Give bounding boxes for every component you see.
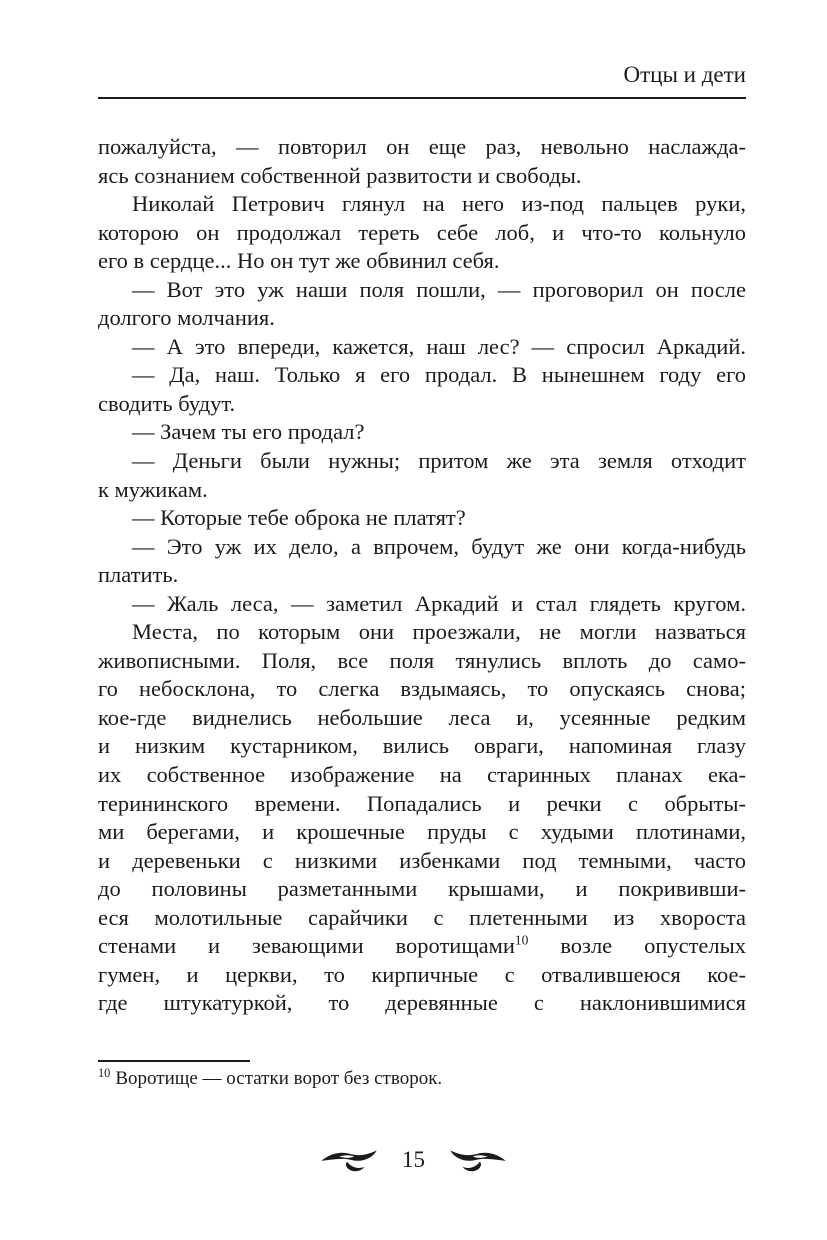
body-text (98, 133, 746, 1018)
body-line: — Зачем ты его продал? (132, 419, 365, 445)
body-line-segment: возле опустелых (528, 933, 747, 959)
body-line: — Которые тебе оброка не платят? (132, 505, 466, 531)
body-line: терининского времени. Попадались и речки с обрыты- (98, 790, 746, 816)
body-line-segment: стенами и зевающими воротищами (98, 933, 515, 959)
body-line: к мужикам. (98, 476, 208, 502)
running-header-title: Отцы и дети (623, 62, 746, 87)
body-line: — Деньги были нужны; притом же эта земля отходит (132, 448, 746, 474)
body-line: — Жаль леса, — заметил Аркадий и стал глядеть кругом. (132, 590, 746, 616)
body-line: их собственное изображение на старинных планах ека- (98, 762, 746, 788)
body-line: его в сердце... Но он тут же обвинил себя. (98, 248, 500, 274)
footnote-text: Воротище — остатки ворот без створок. (115, 1068, 443, 1089)
swash-flourish-left-icon (320, 1147, 378, 1173)
body-line: — Вот это уж наши поля пошли, — проговорил он после (132, 276, 746, 302)
footnote-rule (98, 1060, 250, 1062)
footnote (98, 1060, 746, 1091)
body-line: ми берегами, и крошечные пруды с худыми плотинами, (98, 819, 746, 845)
body-line: живописными. Поля, все поля тянулись вплоть до само- (98, 647, 746, 673)
header-rule (98, 97, 746, 99)
body-line: где штукатуркой, то деревянные с наклонившимися (98, 990, 746, 1016)
body-line: Места, по которым они проезжали, не могли назваться (132, 619, 746, 645)
swash-flourish-right-icon (449, 1147, 507, 1173)
body-line: — А это впереди, кажется, наш лес? — спросил Аркадий. (132, 333, 746, 359)
body-line: еся молотильные сарайчики с плетенными из хвороста (98, 904, 746, 930)
body-line: и низким кустарником, вились овраги, напоминая глазу (98, 733, 746, 759)
body-line: которою он продолжал тереть себе лоб, и что-то кольнуло (98, 219, 746, 245)
body-line (98, 932, 746, 961)
body-line: и деревеньки с низкими избенками под темными, часто (98, 847, 746, 873)
body-line: го небосклона, то слегка вздымаясь, то опускаясь снова; (98, 676, 746, 702)
body-line: — Это уж их дело, а впрочем, будут же они когда-нибудь (132, 533, 746, 559)
body-line: Николай Петрович глянул на него из-под пальцев руки, (132, 191, 746, 217)
body-line: долгого молчания. (98, 305, 275, 331)
body-line: гумен, и церкви, то кирпичные с отвалившеюся кое- (98, 961, 746, 987)
page-footer (0, 1146, 827, 1174)
footnote-reference: 10 (514, 932, 529, 948)
body-line: платить. (98, 562, 179, 588)
body-line: сводить будут. (98, 390, 236, 416)
body-line: до половины разметанными крышами, и покрививши- (98, 876, 746, 902)
page-number: 15 (402, 1147, 425, 1172)
body-line: пожалуйста, — повторил он еще раз, невольно наслажда- (98, 134, 746, 159)
body-line: ясь сознанием собственной развитости и свободы. (98, 162, 582, 188)
body-line: — Да, наш. Только я его продал. В нынешнем году его (132, 362, 746, 388)
body-line: кое-где виднелись небольшие леса и, усеянные редким (98, 704, 746, 730)
footnote-marker: 10 (98, 1065, 111, 1080)
